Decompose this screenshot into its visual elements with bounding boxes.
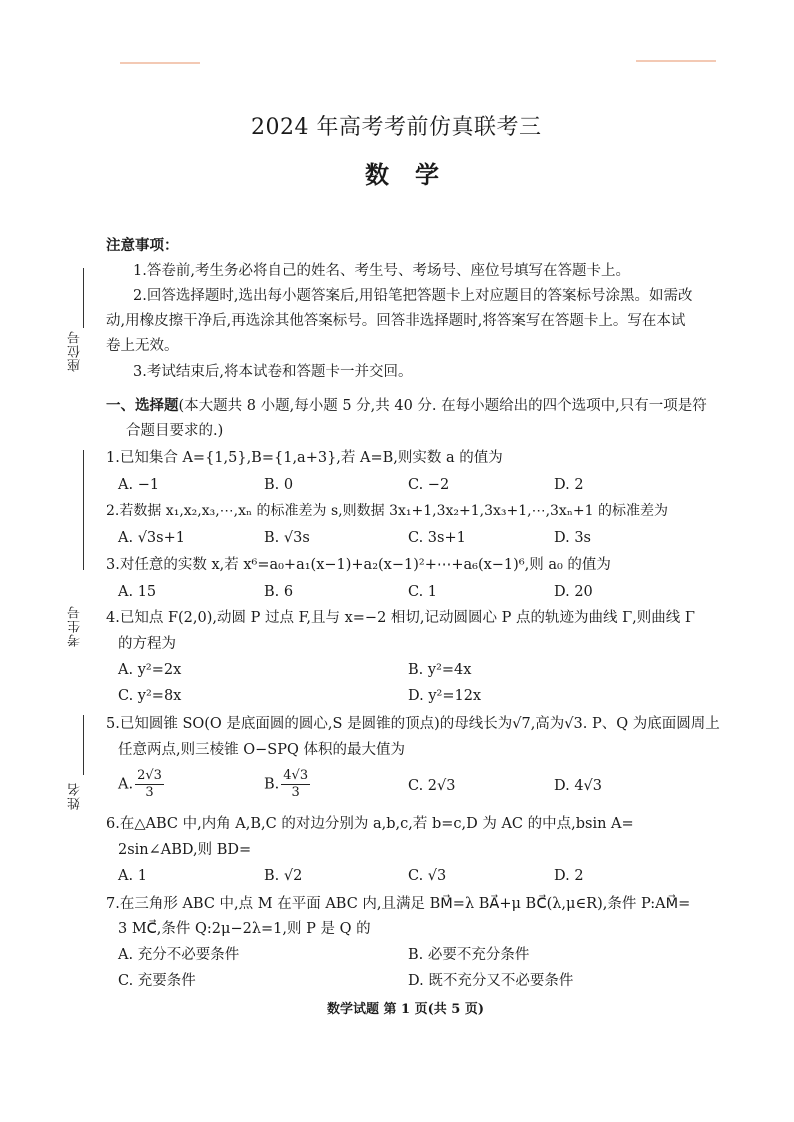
question-5-option-a-denominator: 3: [145, 785, 154, 800]
question-6-option-d: D. 2: [554, 868, 584, 884]
question-2-option-c: C. 3s+1: [408, 530, 466, 546]
question-7-option-a: A. 充分不必要条件: [118, 947, 240, 963]
question-5-option-b-denominator: 3: [291, 785, 300, 800]
question-6-option-a: A. 1: [118, 868, 147, 884]
notes-item-3: 3.考试结束后,将本试卷和答题卡一并交回。: [133, 364, 413, 380]
side-label-seat: 座位号: [68, 330, 83, 372]
question-7-option-c: C. 充要条件: [118, 973, 196, 989]
question-5-stem-line-2: 任意两点,则三棱锥 O−SPQ 体积的最大值为: [118, 742, 405, 758]
question-1-option-d: D. 2: [554, 477, 584, 493]
side-line-name: [83, 715, 84, 775]
question-2-option-a: A. √3s+1: [118, 530, 185, 546]
question-5-option-c: C. 2√3: [408, 778, 456, 794]
question-4-option-c: C. y²=8x: [118, 688, 182, 704]
side-label-exam-no: 考生号: [68, 605, 83, 647]
question-5-option-b-numerator: 4√3: [283, 768, 309, 783]
question-6-stem-line-1: 6.在△ABC 中,内角 A,B,C 的对边分别为 a,b,c,若 b=c,D 为 AC 的中点,bsin A=: [106, 816, 634, 832]
section-1-title: 一、选择题: [106, 397, 179, 414]
question-2-option-b: B. √3s: [264, 530, 310, 546]
notes-item-1: 1.答卷前,考生务必将自己的姓名、考生号、考场号、座位号填写在答题卡上。: [133, 263, 630, 279]
top-right-scan-mark: [636, 60, 716, 62]
notes-item-2-line-3: 卷上无效。: [106, 338, 179, 354]
question-4-option-a: A. y²=2x: [118, 662, 182, 678]
question-4-stem-line-2: 的方程为: [118, 636, 176, 652]
side-line-exam-no: [83, 450, 84, 570]
top-left-scan-mark: [120, 62, 200, 64]
question-7-option-d: D. 既不充分又不必要条件: [408, 973, 574, 989]
question-4-option-b: B. y²=4x: [408, 662, 472, 678]
question-1-option-c: C. −2: [408, 477, 450, 493]
side-label-name: 姓名: [68, 782, 83, 810]
section-1-heading: [106, 396, 707, 416]
exam-title: 2024 年高考考前仿真联考三: [251, 115, 542, 140]
section-1-desc-line-2: 合题目要求的.): [126, 423, 224, 439]
side-line-seat: [83, 268, 84, 328]
question-3-option-a: A. 15: [118, 584, 157, 600]
page-footer: 数学试题 第 1 页(共 5 页): [327, 1002, 485, 1017]
question-7-stem-line-2: 3 MC⃗,条件 Q:2μ−2λ=1,则 P 是 Q 的: [118, 921, 371, 937]
question-3-stem: 3.对任意的实数 x,若 x⁶=a₀+a₁(x−1)+a₂(x−1)²+⋯+a₆(x−1)⁶,则 a₀ 的值为: [106, 557, 611, 573]
question-5-option-a: [118, 768, 164, 801]
question-1-stem: 1.已知集合 A={1,5},B={1,a+3},若 A=B,则实数 a 的值为: [106, 450, 503, 466]
question-5-option-b-label: B.: [264, 776, 280, 793]
question-1-option-b: B. 0: [264, 477, 294, 493]
question-6-stem-line-2: 2sin∠ABD,则 BD=: [118, 842, 252, 858]
question-3-option-b: B. 6: [264, 584, 294, 600]
notes-item-2-line-2: 动,用橡皮擦干净后,再选涂其他答案标号。回答非选择题时,将答案写在答题卡上。写在本试: [106, 313, 686, 329]
question-4-stem-line-1: 4.已知点 F(2,0),动圆 P 过点 F,且与 x=−2 相切,记动圆圆心 P 点的轨迹为曲线 Γ,则曲线 Γ: [106, 610, 695, 626]
question-2-option-d: D. 3s: [554, 530, 591, 546]
notes-item-2-line-1: 2.回答选择题时,选出每小题答案后,用铅笔把答题卡上对应题目的答案标号涂黑。如需改: [133, 288, 693, 304]
question-7-option-b: B. 必要不充分条件: [408, 947, 530, 963]
question-4-option-d: D. y²=12x: [408, 688, 482, 704]
section-1-desc-line-1: (本大题共 8 小题,每小题 5 分,共 40 分. 在每小题给出的四个选项中,只有一项是符: [178, 398, 707, 414]
question-6-option-c: C. √3: [408, 868, 447, 884]
question-5-option-b-fraction: [281, 768, 310, 801]
subject-title: 数学: [365, 160, 465, 189]
question-5-stem-line-1: 5.已知圆锥 SO(O 是底面圆的圆心,S 是圆锥的顶点)的母线长为√7,高为√3. P、Q 为底面圆周上: [106, 716, 720, 732]
question-5-option-a-label: A.: [118, 776, 134, 793]
notes-heading: 注意事项：: [106, 237, 179, 254]
question-1-option-a: A. −1: [118, 477, 160, 493]
question-5-option-d: D. 4√3: [554, 778, 603, 794]
question-3-option-c: C. 1: [408, 584, 438, 600]
question-5-option-b: [264, 768, 310, 801]
question-5-option-a-fraction: [135, 768, 164, 801]
question-2-stem: 2.若数据 x₁,x₂,x₃,⋯,xₙ 的标准差为 s,则数据 3x₁+1,3x₂+1,3x₃+1,⋯,3xₙ+1 的标准差为: [106, 503, 668, 519]
question-3-option-d: D. 20: [554, 584, 593, 600]
question-7-stem-line-1: 7.在三角形 ABC 中,点 M 在平面 ABC 内,且满足 BM⃗=λ BA⃗+μ BC⃗(λ,μ∈R),条件 P:AM⃗=: [106, 896, 691, 912]
question-6-option-b: B. √2: [264, 868, 303, 884]
question-5-option-a-numerator: 2√3: [137, 768, 162, 783]
